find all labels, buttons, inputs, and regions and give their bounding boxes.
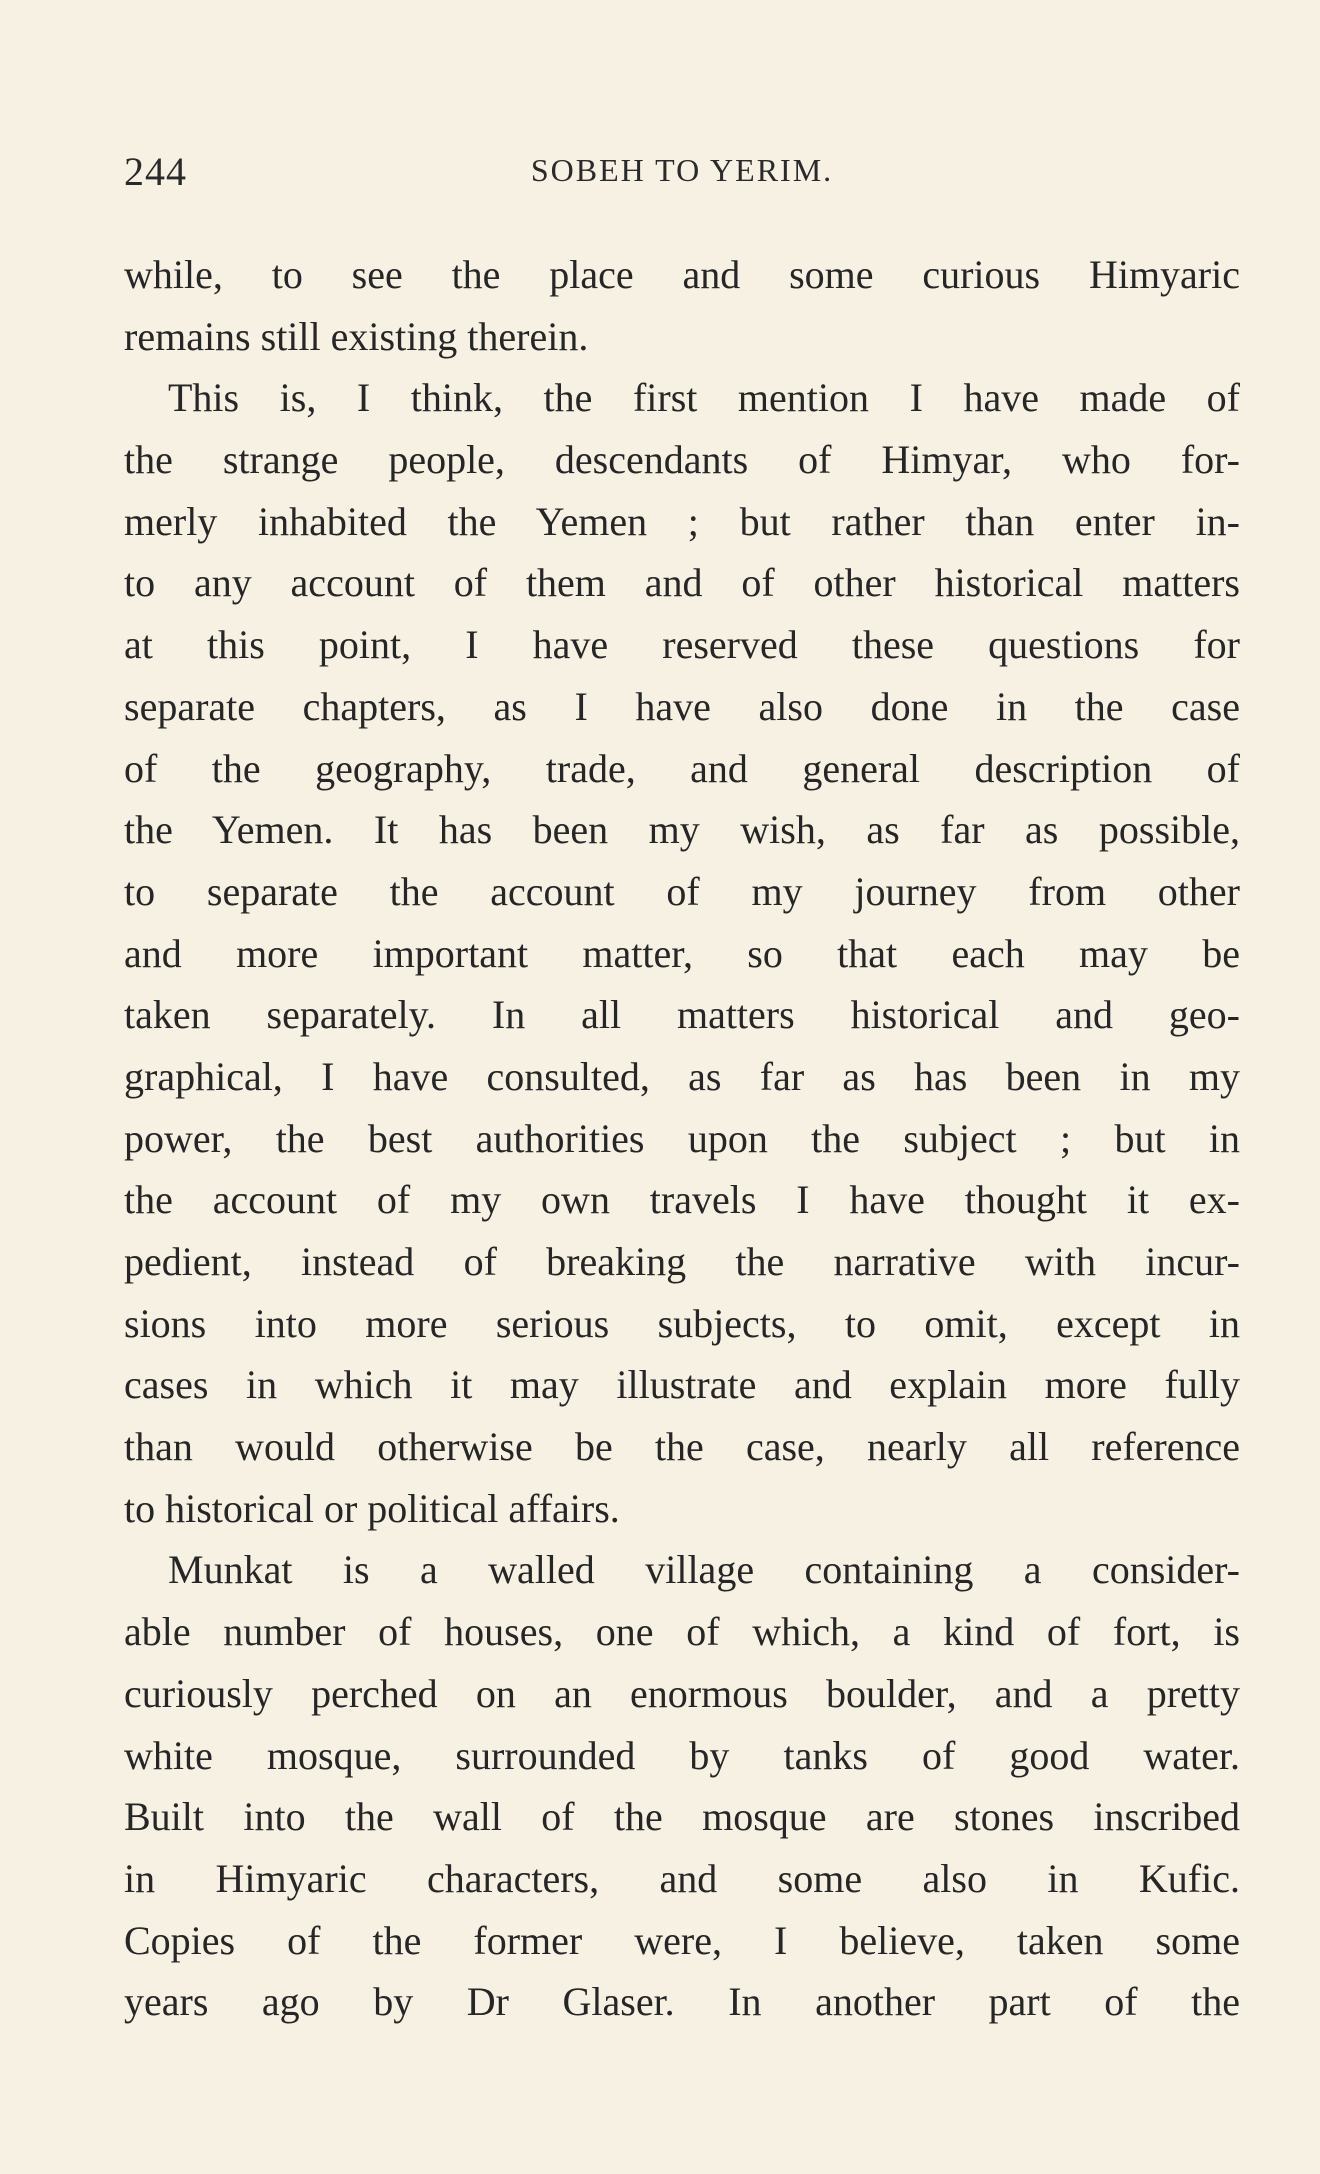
text-line: This is, I think, the first mention I have made of	[168, 375, 1240, 421]
text-line: at this point, I have reserved these questions for	[124, 622, 1240, 668]
text-line: power, the best authorities upon the subject ; but in	[124, 1115, 1240, 1161]
text-line: graphical, I have consulted, as far as has been in my	[124, 1053, 1240, 1099]
text-line: Built into the wall of the mosque are stones inscribed	[124, 1794, 1240, 1840]
text-line: than would otherwise be the case, nearly all reference	[124, 1424, 1240, 1470]
text-line: to any account of them and of other historical matters	[124, 560, 1240, 606]
text-line: able number of houses, one of which, a kind of fort, is	[124, 1609, 1240, 1655]
text-line: the account of my own travels I have thought it ex-	[124, 1177, 1240, 1223]
body-text	[124, 244, 1240, 2033]
text-line: merly inhabited the Yemen ; but rather than enter in-	[124, 498, 1240, 544]
text-line: remains still existing therein.	[124, 313, 589, 359]
text-line: separate chapters, as I have also done in the case	[124, 683, 1240, 729]
text-line: white mosque, surrounded by tanks of good water.	[124, 1732, 1240, 1778]
text-line: to historical or political affairs.	[124, 1485, 620, 1531]
running-title: SOBEH TO YERIM.	[530, 152, 834, 188]
text-line: Copies of the former were, I believe, taken some	[124, 1917, 1240, 1963]
text-line: of the geography, trade, and general description of	[124, 745, 1240, 791]
text-line: curiously perched on an enormous boulder, and a pretty	[124, 1670, 1240, 1716]
text-line: Munkat is a walled village containing a consider-	[168, 1547, 1240, 1593]
text-line: to separate the account of my journey from other	[124, 868, 1240, 914]
text-line: the Yemen. It has been my wish, as far as possible,	[124, 807, 1240, 853]
text-line: while, to see the place and some curious Himyaric	[124, 252, 1240, 297]
text-line: and more important matter, so that each may be	[124, 930, 1240, 976]
text-line: pedient, instead of breaking the narrative with incur-	[124, 1239, 1240, 1284]
text-line: the strange people, descendants of Himyar, who for-	[124, 437, 1240, 483]
page-number: 244	[124, 149, 187, 194]
text-line: in Himyaric characters, and some also in Kufic.	[124, 1855, 1240, 1901]
text-line: cases in which it may illustrate and explain more fully	[124, 1362, 1240, 1408]
text-line: taken separately. In all matters historical and geo-	[124, 992, 1240, 1038]
text-line: sions into more serious subjects, to omit, except in	[124, 1300, 1240, 1346]
text-line: years ago by Dr Glaser. In another part of the	[124, 1979, 1240, 2025]
running-head	[124, 148, 1240, 204]
